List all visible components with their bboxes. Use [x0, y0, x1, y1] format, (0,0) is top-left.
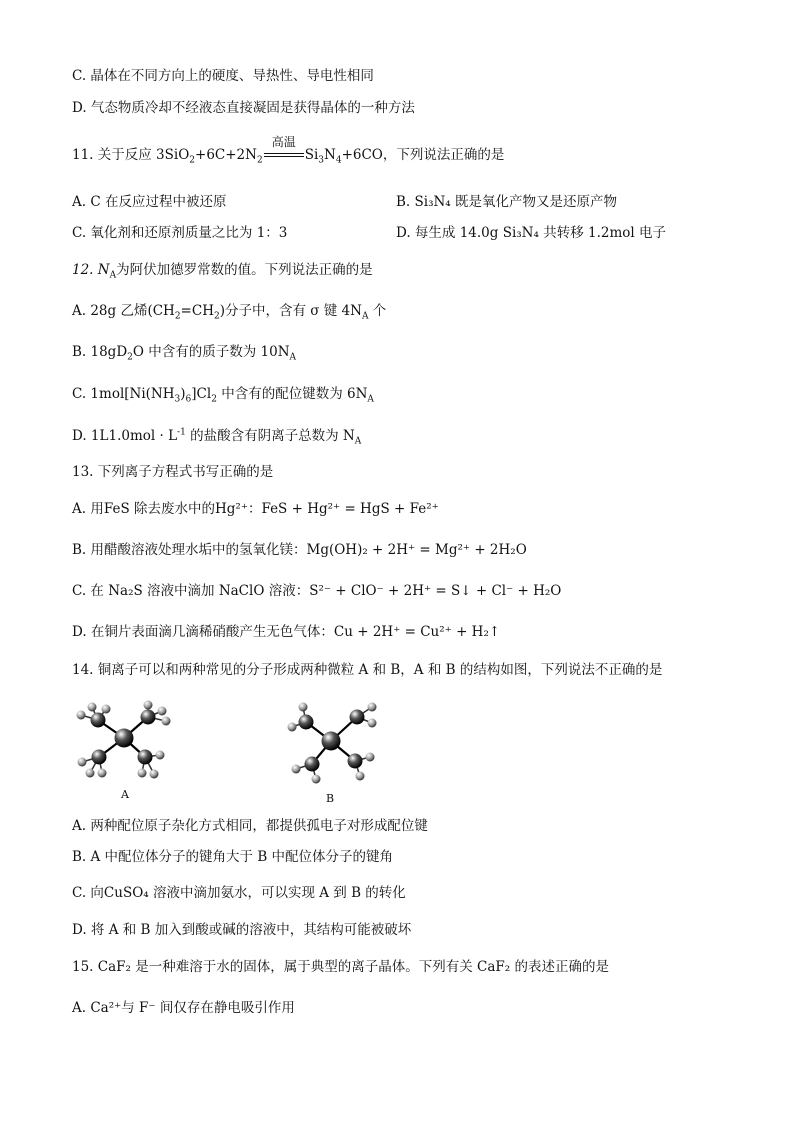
structure-a-label: A [121, 788, 129, 801]
q12-stem: 12. $N_A$为阿伏加德罗常数的值。下列说法正确的是 [72, 262, 373, 281]
q12-option-c: C. $1mol[Ni(NH_3)_6]Cl_2$ 中含有的配位键数为 $6N_A$ [72, 386, 374, 405]
q13-option-d: D. 在铜片表面滴几滴稀硝酸产生无色气体：Cu + 2H⁺ = Cu²⁺ + H₂↑ [72, 624, 501, 640]
q11-option-b: B. Si₃N₄ 既是氧化产物又是还原产物 [396, 194, 617, 210]
q11-option-a: A. C 在反应过程中被还原 [72, 194, 227, 210]
q13-option-a: A. 用FeS 除去废水中的Hg²⁺：FeS + Hg²⁺ = HgS + Fe²⁺ [72, 501, 439, 517]
structure-b-diagram [278, 697, 398, 797]
q10-option-d: D. 气态物质冷却不经液态直接凝固是获得晶体的一种方法 [72, 100, 415, 116]
q14-option-c: C. 向CuSO₄ 溶液中滴加氨水，可以实现 A 到 B 的转化 [72, 885, 406, 901]
structure-b-label: B [326, 792, 335, 805]
q11-stem: 11. 关于反应 $3SiO_2+6C+2N_2$ 高温 $Si_3N_4+6CO$，下列说法正确的是 [72, 135, 505, 166]
q15-stem: 15. CaF₂ 是一种难溶于水的固体，属于典型的离子晶体。下列有关 CaF₂ 的表述正确的是 [72, 959, 609, 975]
q14-option-a: A. 两种配位原子杂化方式相同，都提供孤电子对形成配位键 [72, 818, 428, 834]
q13-option-b: B. 用醋酸溶液处理水垢中的氢氧化镁：Mg(OH)₂ + 2H⁺ = Mg²⁺ + 2H₂O [72, 542, 527, 558]
q14-stem: 14. 铜离子可以和两种常见的分子形成两种微粒 A 和 B，A 和 B 的结构如图，下列说法不正确的是 [72, 662, 663, 678]
q13-option-c: C. 在 Na₂S 溶液中滴加 NaClO 溶液：S²⁻ + ClO⁻ + 2H⁺ = S↓ + Cl⁻ + H₂O [72, 583, 562, 599]
q10-option-c: C. 晶体在不同方向上的硬度、导热性、导电性相同 [72, 68, 374, 84]
q12-option-b: B. $18gD_2O$ 中含有的质子数为 $10N_A$ [72, 344, 297, 363]
q15-option-a: A. Ca²⁺与 F⁻ 间仅存在静电吸引作用 [72, 1000, 295, 1016]
q12-option-d: D. $1L1.0mol \cdot L^{-1}$ 的盐酸含有阴离子总数为 $N_A$ [72, 427, 362, 447]
condition-label: 高温 [271, 135, 296, 149]
q12-option-a: A. 28g 乙烯$(CH_2=CH_2)$分子中，含有 σ 键 $4N_A$ 个 [72, 303, 387, 322]
q11-option-d: D. 每生成 14.0g Si₃N₄ 共转移 1.2mol 电子 [396, 225, 666, 241]
structure-a-diagram [70, 695, 190, 795]
q14-option-d: D. 将 A 和 B 加入到酸或碱的溶液中，其结构可能被破坏 [72, 922, 412, 938]
q11-option-c: C. 氧化剂和还原剂质量之比为 1：3 [72, 225, 288, 241]
reaction-condition-arrow [264, 135, 304, 161]
q13-stem: 13. 下列离子方程式书写正确的是 [72, 464, 274, 480]
q14-option-b: B. A 中配位体分子的键角大于 B 中配位体分子的键角 [72, 849, 394, 865]
